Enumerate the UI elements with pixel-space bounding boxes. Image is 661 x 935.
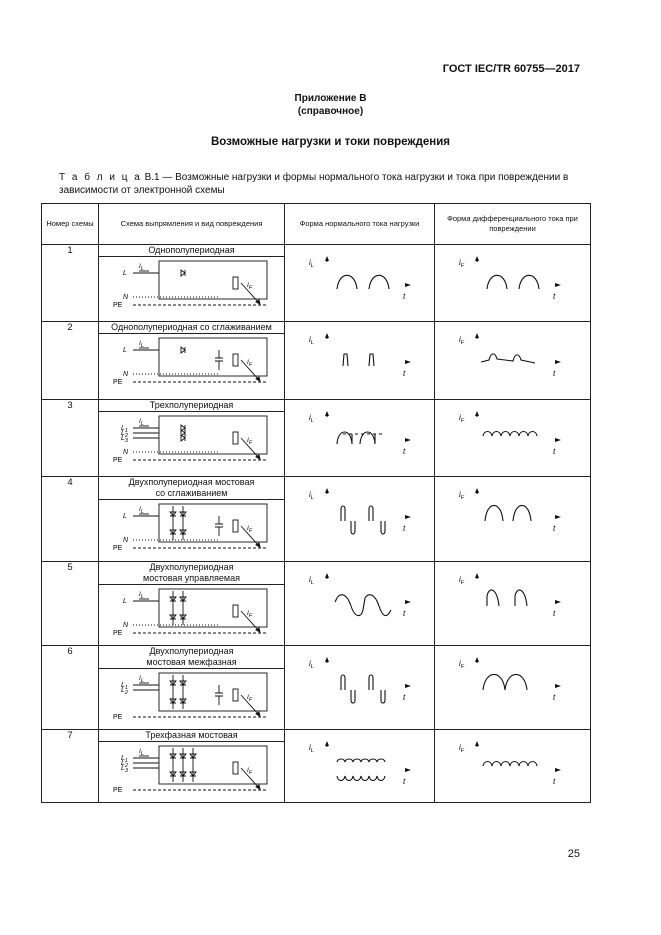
circuit-name xyxy=(99,730,284,742)
table-row xyxy=(42,477,591,562)
x-axis-arrow xyxy=(405,438,411,442)
phase-label-main: L xyxy=(123,346,127,354)
load-resistor xyxy=(233,762,238,774)
pe-label: PE xyxy=(113,378,123,386)
fault-current-label-sub: F xyxy=(248,528,253,535)
load-axis-label xyxy=(309,575,314,586)
load-axis-label-sub: L xyxy=(310,580,314,587)
phase-label-sub: 3 xyxy=(124,437,128,444)
x-axis-arrow xyxy=(405,360,411,364)
table-caption xyxy=(59,171,589,197)
page-number: 25 xyxy=(567,848,580,860)
circuit-name-line1: Двухполупериодная xyxy=(149,562,234,573)
phase-label-main: L xyxy=(123,269,127,277)
t-axis-label xyxy=(553,609,556,618)
header-fault-current: Форма дифференциального тока при повреждении xyxy=(435,204,591,245)
fault-current-label-main: I xyxy=(247,766,249,774)
t-axis-label-main: t xyxy=(553,776,556,786)
fault-axis-label-main: i xyxy=(459,742,461,752)
t-axis-label xyxy=(403,609,406,618)
circuit-name xyxy=(99,562,284,585)
fault-axis-label-main: i xyxy=(459,658,461,668)
t-axis-label xyxy=(403,693,406,702)
fault-current-cell xyxy=(435,729,591,802)
t-axis-label-main: t xyxy=(403,692,406,702)
normal-current-waveform xyxy=(285,253,435,309)
fault-current-cell xyxy=(435,477,591,562)
appendix-title xyxy=(0,92,661,118)
phase-label-main: L xyxy=(123,598,127,606)
neutral-label xyxy=(123,537,129,544)
waveform-path xyxy=(483,431,537,436)
fault-axis-label xyxy=(459,413,465,424)
loads-table xyxy=(41,203,591,803)
diode-symbol xyxy=(181,270,185,276)
fault-current-label-main: I xyxy=(247,358,249,366)
y-axis-arrow xyxy=(325,657,329,662)
table-row xyxy=(42,399,591,476)
x-axis-arrow xyxy=(405,515,411,519)
circuit-diagram xyxy=(99,412,285,468)
phase-label-sub: 1 xyxy=(124,684,128,691)
fault-axis-label-sub: F xyxy=(460,339,465,346)
waveform-path xyxy=(337,275,389,289)
phase-label-main: L xyxy=(121,424,125,432)
load-resistor xyxy=(233,354,238,366)
current-label-main: I xyxy=(139,506,141,514)
t-axis-label-main: t xyxy=(553,609,556,619)
normal-current-waveform xyxy=(285,485,435,541)
fault-axis-label xyxy=(459,575,465,586)
x-axis-arrow xyxy=(405,283,411,287)
waveform-path xyxy=(487,590,527,606)
current-label-main: I xyxy=(139,674,141,682)
neutral-label-main: N xyxy=(123,370,129,378)
circuit-name-line2: мостовая межфазная xyxy=(146,656,237,667)
section-title: Возможные нагрузки и токи повреждения xyxy=(210,136,450,148)
circuit-cell xyxy=(99,399,285,476)
diode-symbol xyxy=(181,435,185,441)
fault-current-label-main: I xyxy=(247,525,249,533)
row-number: 1 xyxy=(42,244,99,321)
circuit-name xyxy=(99,400,284,412)
circuit-diagram xyxy=(99,334,285,390)
phase-label xyxy=(123,513,127,520)
current-label-sub: L xyxy=(140,750,144,757)
load-axis-label-sub: L xyxy=(310,747,314,754)
table-row xyxy=(42,244,591,321)
fault-current-waveform xyxy=(435,408,585,464)
normal-current-waveform xyxy=(285,654,435,710)
load-axis-label-main: i xyxy=(309,257,311,267)
phase-label-main: L xyxy=(121,429,125,437)
normal-current-cell xyxy=(285,729,435,802)
fault-axis-label-sub: F xyxy=(460,417,465,424)
circuit-cell xyxy=(99,321,285,399)
fault-current-label xyxy=(247,694,253,703)
fault-axis-label-main: i xyxy=(459,412,461,422)
circuit-cell xyxy=(99,729,285,802)
neutral-label xyxy=(123,449,129,456)
capacitor xyxy=(215,516,223,536)
neutral-label xyxy=(123,622,129,629)
normal-current-cell xyxy=(285,399,435,476)
waveform-path xyxy=(341,506,385,534)
pe-label: PE xyxy=(113,301,123,309)
t-axis-label xyxy=(553,447,556,456)
circuit-name-line1: Трехполупериодная xyxy=(149,399,234,410)
row-number: 4 xyxy=(42,477,99,562)
y-axis-arrow xyxy=(475,256,479,261)
current-label-main: I xyxy=(139,339,141,347)
phase-label-sub: 3 xyxy=(124,767,128,774)
t-axis-label xyxy=(553,777,556,786)
fault-current-label-main: I xyxy=(247,610,249,618)
y-axis-arrow xyxy=(325,573,329,578)
t-axis-label xyxy=(553,369,556,378)
fault-current-label-sub: F xyxy=(248,361,253,368)
circuit-name-line2: со сглаживанием xyxy=(155,488,228,499)
circuit-name-line2: мостовая управляемая xyxy=(143,573,240,584)
current-label-main: I xyxy=(139,591,141,599)
t-axis-label-main: t xyxy=(553,524,556,534)
current-label-sub: L xyxy=(140,342,144,349)
phase-label xyxy=(123,598,127,605)
diode-symbol xyxy=(181,347,185,353)
t-axis-label xyxy=(403,292,406,301)
load-axis-label xyxy=(309,413,314,424)
fault-current-cell xyxy=(435,321,591,399)
pe-label: PE xyxy=(113,713,123,721)
x-axis-arrow xyxy=(555,515,561,519)
fault-axis-label xyxy=(459,659,465,670)
normal-current-cell xyxy=(285,562,435,645)
circuit-name xyxy=(99,646,284,669)
fault-current-label-main: I xyxy=(247,281,249,289)
load-axis-label-sub: L xyxy=(310,663,314,670)
table-caption-text: — Возможные нагрузки и формы нормального тока нагрузки и тока при повреждении в зависимости от электронной схемы xyxy=(59,172,569,196)
t-axis-label xyxy=(403,369,406,378)
load-axis-label-sub: L xyxy=(310,417,314,424)
y-axis-arrow xyxy=(325,333,329,338)
current-label-main: I xyxy=(139,417,141,425)
phase-label-sub: 2 xyxy=(124,432,128,439)
phase-label xyxy=(123,347,127,354)
load-axis-label-main: i xyxy=(309,334,311,344)
fault-axis-label-main: i xyxy=(459,575,461,585)
fault-axis-label-sub: F xyxy=(460,580,465,587)
capacitor xyxy=(215,350,223,370)
fault-current-cell xyxy=(435,244,591,321)
load-axis-label xyxy=(309,659,314,670)
circuit-name-line1: Однополупериодная со сглаживанием xyxy=(111,321,272,332)
fault-current-label xyxy=(247,767,253,776)
phase-label-main: L xyxy=(123,513,127,521)
fault-current-waveform xyxy=(435,253,585,309)
phase-label xyxy=(123,270,127,277)
neutral-label xyxy=(123,371,129,378)
circuit-name xyxy=(99,245,284,257)
fault-axis-label-sub: F xyxy=(460,663,465,670)
x-axis-arrow xyxy=(405,600,411,604)
t-axis-label-main: t xyxy=(553,368,556,378)
fault-axis-label xyxy=(459,335,465,346)
x-axis-arrow xyxy=(555,684,561,688)
t-axis-label xyxy=(553,524,556,533)
fault-current-label xyxy=(247,610,253,619)
neutral-label-main: N xyxy=(123,537,129,545)
current-label-sub: L xyxy=(140,509,144,516)
t-axis-label xyxy=(403,524,406,533)
normal-current-waveform xyxy=(285,570,435,626)
y-axis-arrow xyxy=(475,573,479,578)
pe-label: PE xyxy=(113,630,123,638)
circuit-name xyxy=(99,477,284,500)
load-axis-label-main: i xyxy=(309,575,311,585)
circuit-name-line1: Двухполупериодная мостовая xyxy=(128,477,255,488)
circuit-name-line1: Трехфазная мостовая xyxy=(145,729,238,740)
x-axis-arrow xyxy=(405,768,411,772)
load-axis-label-main: i xyxy=(309,742,311,752)
table-row xyxy=(42,729,591,802)
fault-current-waveform xyxy=(435,570,585,626)
load-axis-label-main: i xyxy=(309,412,311,422)
t-axis-label-main: t xyxy=(403,368,406,378)
fault-current-label-sub: F xyxy=(248,613,253,620)
y-axis-arrow xyxy=(325,256,329,261)
fault-current-cell xyxy=(435,562,591,645)
neutral-label-main: N xyxy=(123,293,129,301)
neutral-label-main: N xyxy=(123,448,129,456)
x-axis-arrow xyxy=(555,438,561,442)
table-body xyxy=(42,244,591,802)
t-axis-label-main: t xyxy=(403,524,406,534)
fault-current-label xyxy=(247,437,253,446)
fault-current-waveform xyxy=(435,485,585,541)
circuit-diagram xyxy=(99,585,285,641)
normal-current-cell xyxy=(285,477,435,562)
fault-axis-label-main: i xyxy=(459,490,461,500)
table-header-row xyxy=(42,204,591,245)
normal-current-waveform xyxy=(285,738,435,794)
fault-axis-label-sub: F xyxy=(460,262,465,269)
t-axis-label-main: t xyxy=(403,776,406,786)
y-axis-arrow xyxy=(475,333,479,338)
load-resistor xyxy=(233,520,238,532)
fault-axis-label xyxy=(459,490,465,501)
waveform-path xyxy=(483,761,537,766)
circuit-diagram xyxy=(99,742,285,798)
y-axis-arrow xyxy=(475,488,479,493)
fault-axis-label-main: i xyxy=(459,334,461,344)
fault-current-cell xyxy=(435,399,591,476)
row-number: 7 xyxy=(42,729,99,802)
fault-current-label xyxy=(247,282,253,291)
header-normal-current: Форма нормального тока нагрузки xyxy=(285,204,435,245)
load-axis-label-main: i xyxy=(309,490,311,500)
normal-current-waveform xyxy=(285,330,435,386)
table-row xyxy=(42,562,591,645)
circuit-cell xyxy=(99,645,285,729)
y-axis-arrow xyxy=(475,741,479,746)
load-axis-label xyxy=(309,335,314,346)
fault-current-label-sub: F xyxy=(248,439,253,446)
row-number: 5 xyxy=(42,562,99,645)
normal-current-cell xyxy=(285,321,435,399)
x-axis-arrow xyxy=(405,684,411,688)
circuit-cell xyxy=(99,244,285,321)
pe-label: PE xyxy=(113,456,123,464)
circuit-name xyxy=(99,322,284,334)
load-resistor xyxy=(233,689,238,701)
waveform-path xyxy=(483,674,527,690)
table-row xyxy=(42,645,591,729)
circuit-diagram xyxy=(99,669,285,725)
appendix-subtitle: (справочное) xyxy=(297,106,364,117)
y-axis-arrow xyxy=(475,411,479,416)
phase-label-main: L xyxy=(121,759,125,767)
fault-current-waveform xyxy=(435,654,585,710)
document-header: ГОСТ IEC/TR 60755—2017 xyxy=(442,63,580,75)
waveform-path xyxy=(481,354,535,363)
header-number: Номер схемы xyxy=(42,204,99,245)
current-label-sub: L xyxy=(140,420,144,427)
load-axis-label xyxy=(309,258,314,269)
phase-label-main: L xyxy=(121,686,125,694)
pe-label: PE xyxy=(113,545,123,553)
table-label: Т а б л и ц а xyxy=(59,172,142,183)
waveform-path xyxy=(335,595,391,616)
circuit-diagram xyxy=(99,500,285,556)
phase-label-sub: 1 xyxy=(124,427,128,434)
fault-axis-label-sub: F xyxy=(460,747,465,754)
current-label-main: I xyxy=(139,262,141,270)
y-axis-arrow xyxy=(475,657,479,662)
load-resistor xyxy=(233,432,238,444)
table-row xyxy=(42,321,591,399)
fault-current-label-sub: F xyxy=(248,696,253,703)
table-number: В.1 xyxy=(144,172,160,183)
waveform-path xyxy=(487,275,539,289)
phase-label-sub: 1 xyxy=(124,757,128,764)
header-circuit: Схема выпрямления и вид повреждения xyxy=(99,204,285,245)
current-label-sub: L xyxy=(140,677,144,684)
fault-axis-label xyxy=(459,258,465,269)
current-label-sub: L xyxy=(140,265,144,272)
fault-current-waveform xyxy=(435,330,585,386)
fault-current-label-main: I xyxy=(247,693,249,701)
load-resistor xyxy=(233,277,238,289)
waveform-path xyxy=(343,354,374,366)
x-axis-arrow xyxy=(555,768,561,772)
phase-label-sub: 2 xyxy=(124,762,128,769)
fault-axis-label xyxy=(459,743,465,754)
fault-current-waveform xyxy=(435,738,585,794)
row-number: 3 xyxy=(42,399,99,476)
circuit-name-line1: Двухполупериодная xyxy=(149,645,234,656)
phase-label-main: L xyxy=(121,681,125,689)
t-axis-label-main: t xyxy=(403,446,406,456)
row-number: 6 xyxy=(42,645,99,729)
t-axis-label xyxy=(553,292,556,301)
waveform-path xyxy=(341,675,385,703)
phase-label-main: L xyxy=(121,754,125,762)
neutral-label xyxy=(123,294,129,301)
neutral-label-main: N xyxy=(123,622,129,630)
x-axis-arrow xyxy=(555,283,561,287)
t-axis-label xyxy=(403,777,406,786)
fault-axis-label-main: i xyxy=(459,257,461,267)
t-axis-label xyxy=(403,447,406,456)
load-axis-label-sub: L xyxy=(310,339,314,346)
waveform-path xyxy=(337,759,385,781)
pe-label: PE xyxy=(113,786,123,794)
current-label-sub: L xyxy=(140,594,144,601)
y-axis-arrow xyxy=(325,488,329,493)
load-axis-label xyxy=(309,743,314,754)
normal-current-waveform xyxy=(285,408,435,464)
fault-current-label-sub: F xyxy=(248,284,253,291)
current-label-main: I xyxy=(139,747,141,755)
row-number: 2 xyxy=(42,321,99,399)
fault-current-label xyxy=(247,359,253,368)
phase-label-main: L xyxy=(121,764,125,772)
t-axis-label-main: t xyxy=(553,291,556,301)
t-axis-label-main: t xyxy=(403,609,406,619)
circuit-diagram xyxy=(99,257,285,313)
normal-current-cell xyxy=(285,645,435,729)
fault-current-label-main: I xyxy=(247,436,249,444)
load-axis-label-sub: L xyxy=(310,495,314,502)
circuit-name-line1: Однополупериодная xyxy=(148,244,235,255)
t-axis-label-main: t xyxy=(553,692,556,702)
circuit-cell xyxy=(99,562,285,645)
fault-axis-label-sub: F xyxy=(460,495,465,502)
t-axis-label-main: t xyxy=(403,291,406,301)
y-axis-arrow xyxy=(325,411,329,416)
y-axis-arrow xyxy=(325,741,329,746)
fault-current-label-sub: F xyxy=(248,769,253,776)
phase-label-sub: 2 xyxy=(124,689,128,696)
load-axis-label-main: i xyxy=(309,658,311,668)
t-axis-label-main: t xyxy=(553,446,556,456)
x-axis-arrow xyxy=(555,360,561,364)
waveform-path xyxy=(485,505,531,521)
normal-current-cell xyxy=(285,244,435,321)
phase-label-main: L xyxy=(121,434,125,442)
circuit-cell xyxy=(99,477,285,562)
t-axis-label xyxy=(553,693,556,702)
load-axis-label-sub: L xyxy=(310,262,314,269)
appendix-title-line: Приложение В xyxy=(294,93,367,104)
x-axis-arrow xyxy=(555,600,561,604)
load-resistor xyxy=(233,605,238,617)
fault-current-cell xyxy=(435,645,591,729)
fault-current-label xyxy=(247,525,253,534)
capacitor xyxy=(215,685,223,705)
load-axis-label xyxy=(309,490,314,501)
